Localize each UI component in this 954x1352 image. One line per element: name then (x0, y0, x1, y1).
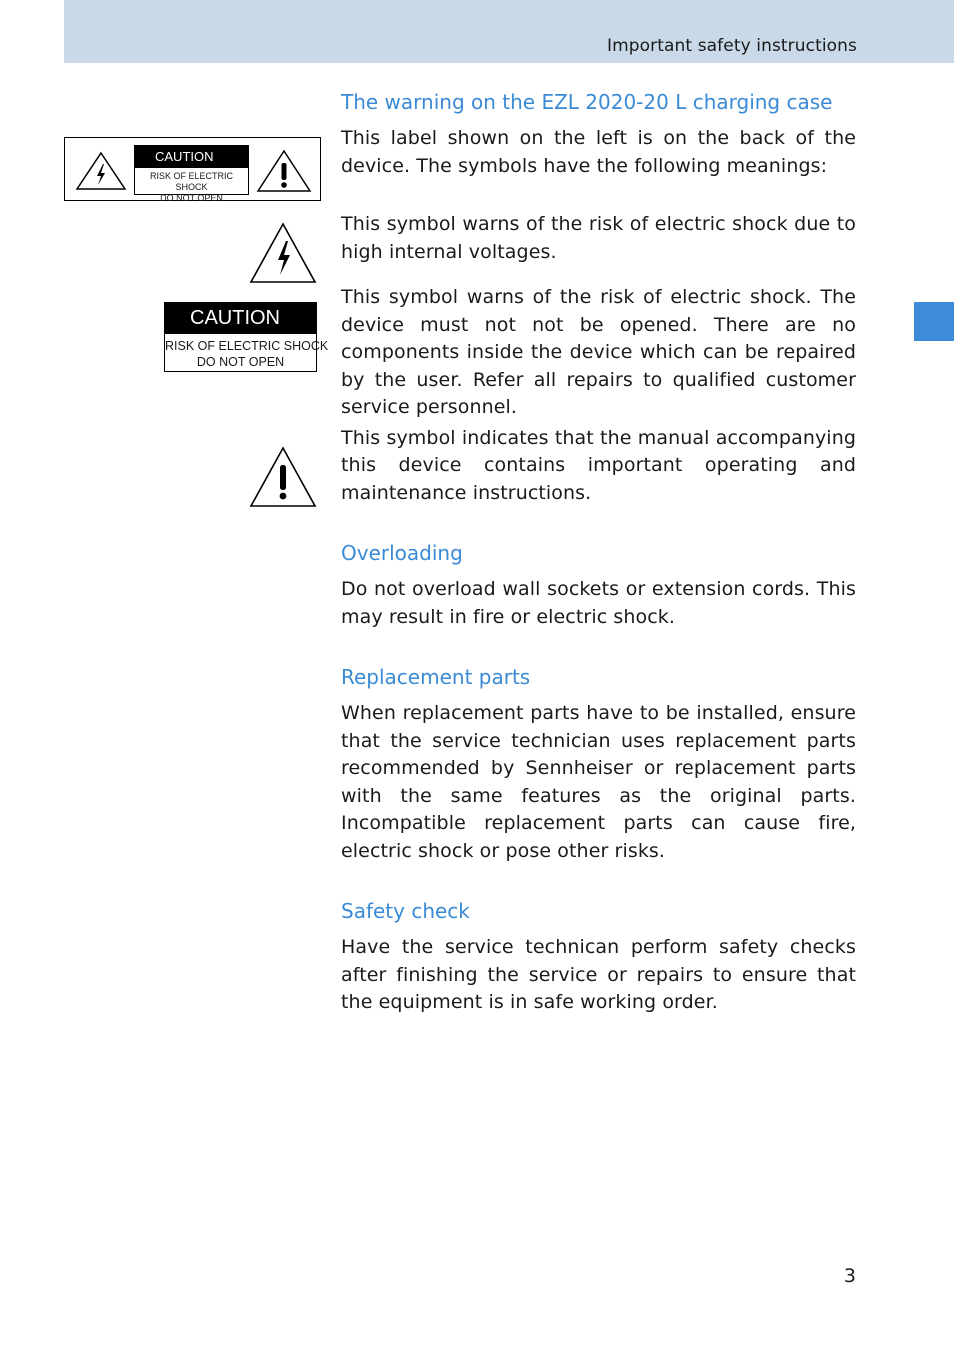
exclamation-warning-icon (249, 446, 317, 508)
lightning-warning-icon (249, 222, 317, 284)
warning-intro: This label shown on the left is on the back of the device. The symbols have the following meanings: (341, 127, 856, 177)
page-number: 3 (843, 1265, 856, 1287)
main-content (341, 88, 856, 1017)
device-back-label (64, 137, 321, 201)
manual-symbol-text: This symbol indicates that the manual accompanying this device contains important operating and maintenance instructions. (341, 426, 856, 504)
small-caution-word: CAUTION (135, 146, 248, 168)
small-caution-line1: RISK OF ELECTRIC SHOCK (149, 171, 233, 192)
overloading-body: Do not overload wall sockets or extension cords. This may result in fire or electric shock. (341, 578, 856, 628)
small-caution-line2: DO NOT OPEN (160, 193, 223, 203)
section-heading-safety-check: Safety check (341, 899, 470, 923)
lightning-warning-icon (75, 151, 127, 191)
safety-check-body: Have the service technican perform safety checks after finishing the service or repairs to ensure that the equipment is in safe working order. (341, 936, 856, 1013)
caution-plate (164, 302, 329, 372)
shock-symbol-text: This symbol warns of the risk of electric shock due to high internal voltages. (341, 213, 856, 263)
section-heading-overloading: Overloading (341, 541, 463, 565)
small-caution-plate (134, 145, 249, 203)
caution-text: This symbol warns of the risk of electric shock. The device must not not be opened. There are no components inside the device which can be repaired by the user. Refer all repairs to qualified customer service personnel. (341, 286, 856, 418)
replacement-body: When replacement parts have to be installed, ensure that the service technician uses replacement parts recommended by Sennheiser or replacement parts with the same features as the original parts. Incompatible replacement parts can cause fire, electric shock or pose other risks. (341, 702, 856, 862)
caution-line1: RISK OF ELECTRIC SHOCK (165, 339, 329, 353)
header-band (64, 0, 954, 63)
chapter-tab-marker (914, 302, 954, 341)
caution-word: CAUTION (165, 303, 316, 334)
section-heading-warning: The warning on the EZL 2020-20 L charging case (341, 90, 833, 114)
exclamation-warning-icon (256, 149, 312, 193)
section-heading-replacement: Replacement parts (341, 665, 531, 689)
page-header-title: Important safety instructions (607, 36, 857, 56)
caution-line2: DO NOT OPEN (196, 355, 285, 369)
